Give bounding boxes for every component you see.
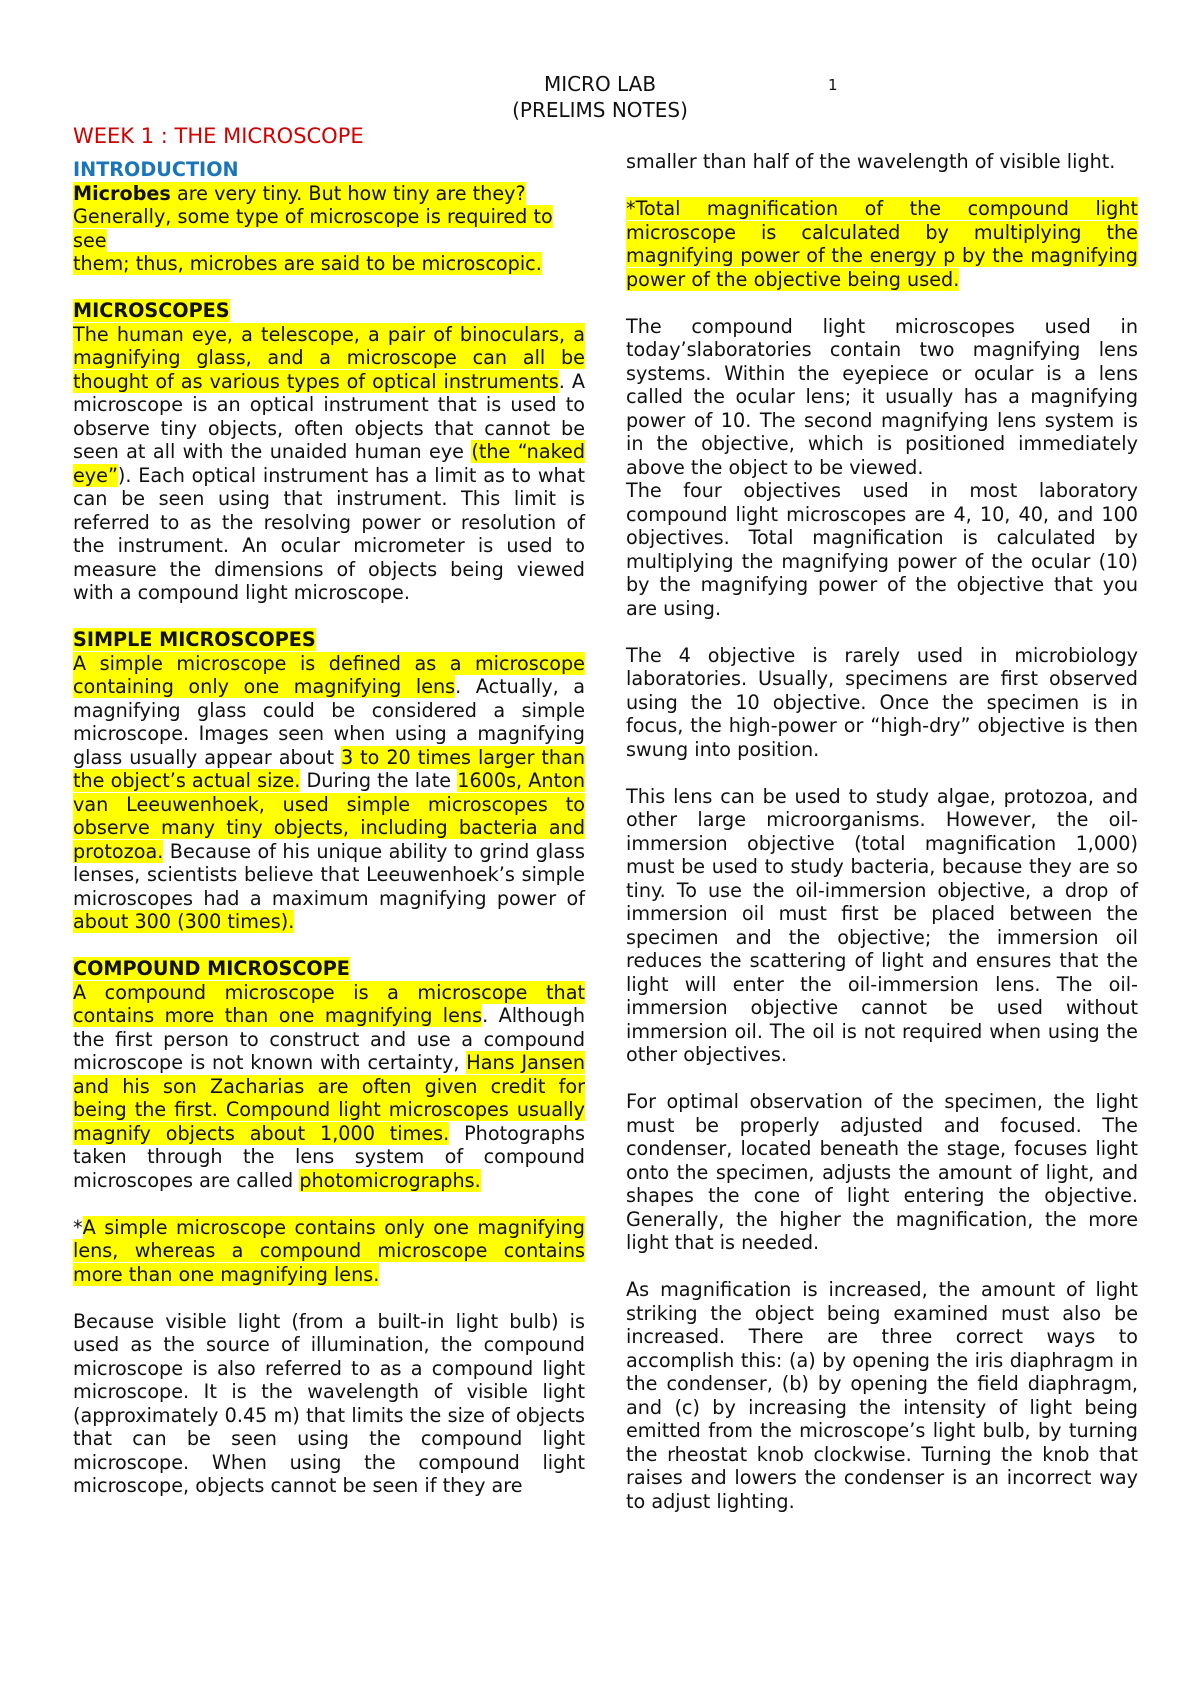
compound-microscope-paragraph <box>73 981 585 1193</box>
simple-highlight-2: 3 to 20 times larger than the object’s actual size. <box>73 745 586 792</box>
simple-text-2: During the late <box>300 769 458 792</box>
simple-highlight-4: about 300 (300 times). <box>73 910 295 933</box>
compound-microscope-heading <box>73 957 585 981</box>
oil-immersion-paragraph: This lens can be used to study algae, protozoa, and other large microorganisms. However, the oil-immersion objective (total magnification 1,000) must be used to study bacteria, because they are so tiny. To use the oil-immersion objective, a drop of immersion oil must first be placed between the specimen and the objective; the immersion oil reduces the scattering of light and ensures that the light will enter the oil-immersion lens. The oil-immersion objective cannot be used without immersion oil. The oil is not required when using the other objectives. <box>626 784 1138 1066</box>
simple-heading-text: SIMPLE MICROSCOPES <box>73 628 316 651</box>
simple-microscopes-heading <box>73 628 585 652</box>
left-column <box>73 158 585 1498</box>
microscopes-paragraph <box>73 323 585 605</box>
right-column <box>626 150 1138 1513</box>
compound-highlight-1: A compound microscope is a microscope that contains more than one magnifying lens <box>73 980 585 1027</box>
increase-light-paragraph: As magnification is increased, the amount of light striking the object being examined must also be increased. There are three correct ways to accomplish this: (a) by opening the iris diaphragm in the condenser, (b) by opening the field diaphragm, and (c) by increasing the intensity of light being emitted from the microscope’s light bulb, by turning the rheostat knob clockwise. Turning the knob that raises and lowers the condenser is an incorrect way to adjust lighting. <box>626 1278 1138 1513</box>
microscopes-text-1: . A microscope is an optical instrument that is used to observe tiny objects, often objects that cannot be seen at all with the unaided human eye <box>73 369 586 463</box>
naked-eye-highlight: (the “naked eye” <box>73 440 585 487</box>
total-magnification-highlight: *Total magnification of the compound light microscope is calculated by multiplying the magnifying power of the energy p by the magnifying power of the objective being used. <box>626 197 1138 291</box>
page-number: 1 <box>828 76 838 94</box>
note-asterisk: * <box>73 1215 83 1239</box>
compound-text-2: Photographs taken through the lens system of compound microscopes are called <box>73 1121 585 1192</box>
light-adjustment-paragraph: For optimal observation of the specimen, the light must be properly adjusted and focused. The condenser, located beneath the stage, focuses light onto the specimen, adjusts the amount of light, and shapes the cone of light entering the objective. Generally, the higher the magnification, the more light that is needed. <box>626 1090 1138 1254</box>
intro-text-1: are very tiny. But how tiny are they? <box>170 181 526 205</box>
document-title: MICRO LAB <box>543 72 657 96</box>
lens-systems-paragraph: The compound light microscopes used in today’slaboratories contain two magnifying lens systems. Within the eyepiece or ocular is a lens called the ocular lens; it usually has a magnifying power of 10. The second magnifying lens system is in the objective, which is positioned immediately above the object to be viewed. <box>626 314 1138 479</box>
compound-highlight-3: photomicrographs. <box>299 1168 481 1192</box>
microscopes-highlight: The human eye, a telescope, a pair of binoculars, a magnifying glass, and a microscope can all be thought of as various types of optical instruments <box>73 322 585 393</box>
continued-paragraph: smaller than half of the wavelength of visible light. <box>626 150 1116 173</box>
microscopes-heading <box>73 299 585 323</box>
simple-highlight-1: A simple microscope is defined as a microscope containing only one magnifying lens <box>73 651 585 698</box>
intro-text-3: them; thus, microbes are said to be microscopic. <box>73 252 542 275</box>
microscopes-text-2: ). Each optical instrument has a limit as to what can be seen using that instrument. This limit is referred to as the resolving power or resolution of the instrument. An ocular micrometer is used to measure the dimensions of objects being viewed with a compound light microscope. <box>73 463 585 604</box>
simple-text-3: Because of his unique ability to grind glass lenses, scientists believe that Leeuwenhoek’s simple microscopes had a maximum magnifying power of <box>73 839 585 910</box>
intro-paragraph <box>73 182 585 206</box>
compound-text-1: . Although the first person to construct and use a compound microscope is not known with certainty, <box>73 1004 585 1074</box>
visible-light-paragraph: Because visible light (from a built-in light bulb) is used as the source of illumination, the compound microscope is also referred to as a compound light microscope. It is the wavelength of visible light (approximately 0.45 m) that limits the size of objects that can be seen using the compound light microscope. When using the compound light microscope, objects cannot be seen if they are <box>73 1309 585 1497</box>
simple-vs-compound-note <box>73 1216 585 1287</box>
objective-usage-paragraph: The 4 objective is rarely used in microbiology laboratories. Usually, specimens are first observed using the 10 objective. Once the specimen is in focus, the high-power or “high-dry” objective is then swung into position. <box>626 643 1138 761</box>
compound-heading-text: COMPOUND MICROSCOPE <box>73 957 350 980</box>
total-magnification-note <box>626 197 1138 291</box>
document-subtitle: (PRELIMS NOTES) <box>512 98 688 122</box>
microscopes-heading-text: MICROSCOPES <box>73 299 230 322</box>
intro-line-2 <box>73 205 585 252</box>
week-title: WEEK 1 : THE MICROSCOPE <box>73 124 364 148</box>
compound-highlight-2: Hans Jansen and his son Zacharias are often given credit for being the first. Compound light microscopes usually magnify objects about 1,000 times. <box>73 1051 586 1145</box>
simple-text-1: . Actually, a magnifying glass could be considered a simple microscope. Images seen when using a magnifying glass usually appear about <box>73 675 585 769</box>
introduction-heading: INTRODUCTION <box>73 158 239 181</box>
simple-highlight-3: 1600s, Anton van Leeuwenhoek, used simple microscopes to observe many tiny objects, including bacteria and protozoa. <box>73 769 585 863</box>
microbes-term: Microbes <box>73 181 171 205</box>
note-highlight: A simple microscope contains only one magnifying lens, whereas a compound microscope contains more than one magnifying lens. <box>73 1215 585 1286</box>
four-objectives-paragraph: The four objectives used in most laboratory compound light microscopes are 4, 10, 40, and 100 objectives. Total magnification is calculated by multiplying the magnifying power of the ocular (10) by the magnifying power of the objective that you are using. <box>626 479 1138 620</box>
intro-line-3 <box>73 252 585 276</box>
simple-microscopes-paragraph <box>73 652 585 934</box>
intro-text-2: Generally, some type of microscope is required to see <box>73 205 553 252</box>
